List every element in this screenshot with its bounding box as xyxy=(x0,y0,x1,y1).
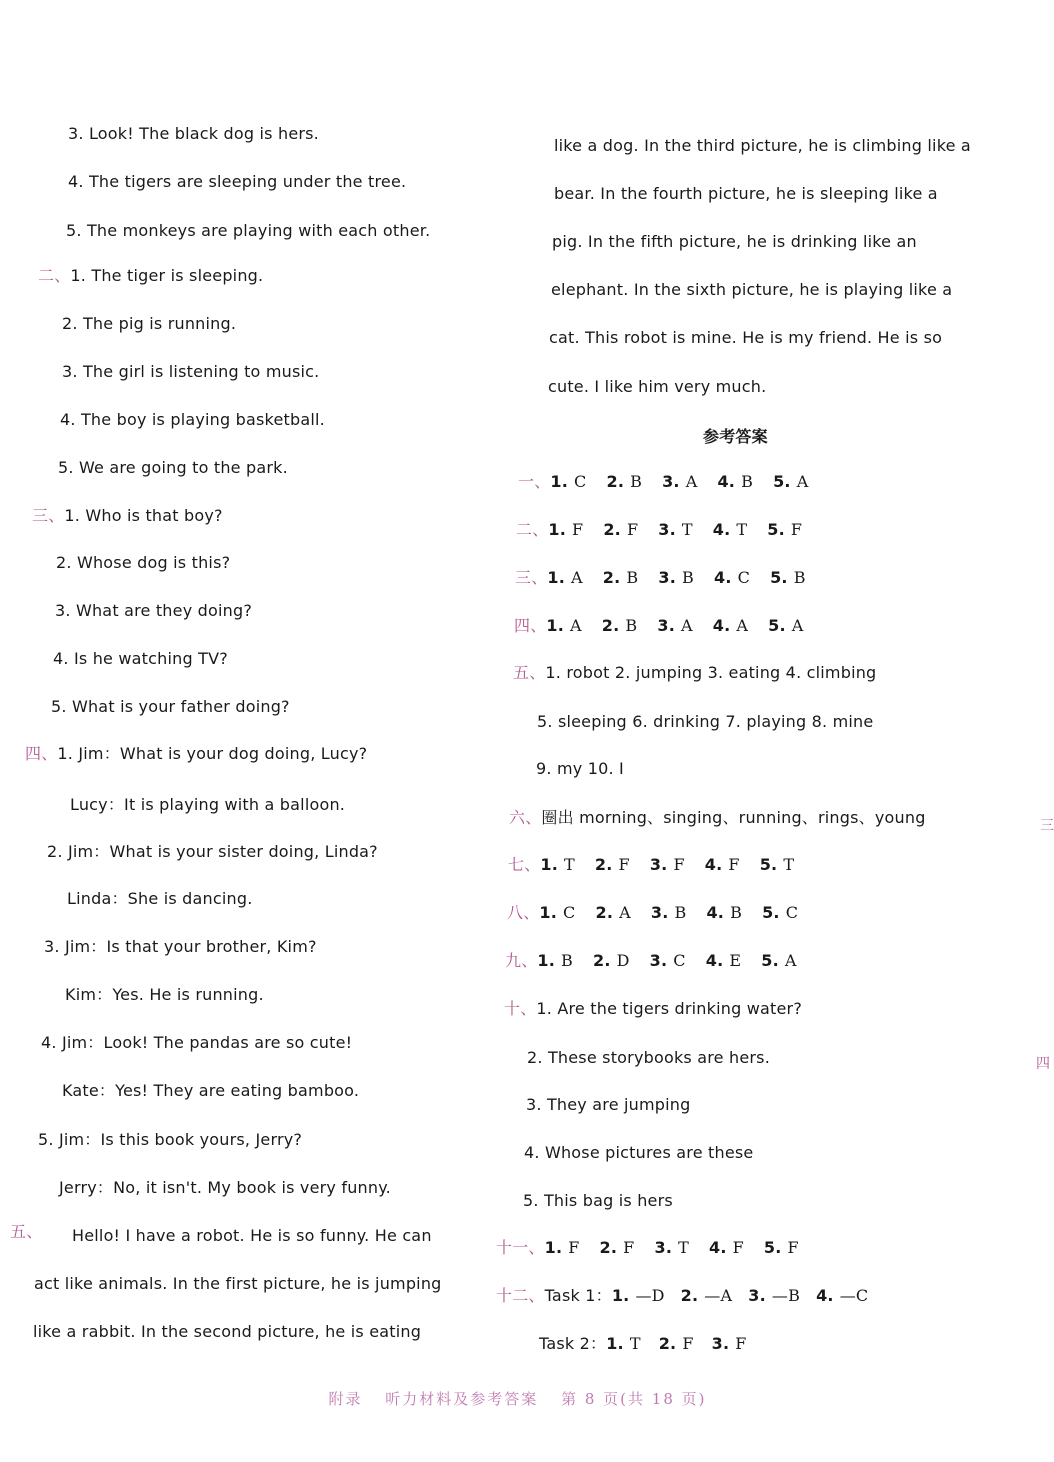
answer-number: 2. xyxy=(601,616,620,635)
answer-number: 3. xyxy=(649,951,668,970)
answer-value: A xyxy=(681,616,693,635)
answer-number: 2. xyxy=(594,855,613,874)
section-marker: 十、 xyxy=(504,999,537,1018)
answer-number: 5. xyxy=(759,855,778,874)
task-label: Task 1： xyxy=(544,1286,612,1305)
answer-value: T xyxy=(629,1334,641,1353)
dialogue-line: 3. Jim：Is that your brother, Kim? xyxy=(44,937,317,956)
answer-row-3 xyxy=(515,568,826,588)
section-2 xyxy=(38,266,263,286)
listening-line: 5. What is your father doing? xyxy=(51,697,290,716)
dialogue-line: Lucy：It is playing with a balloon. xyxy=(70,795,346,814)
section-marker: 十一、 xyxy=(496,1238,545,1257)
dialogue-line: 2. Jim：What is your sister doing, Linda? xyxy=(47,842,378,861)
section-marker: 五、 xyxy=(513,663,546,682)
listening-line: 3. The girl is listening to music. xyxy=(62,362,320,381)
answer-value: F xyxy=(623,1238,635,1257)
answer-value: D xyxy=(616,951,630,970)
answer-value: —D xyxy=(635,1286,665,1305)
listening-line: 5. The monkeys are playing with each other. xyxy=(66,221,431,240)
answer-row-5 xyxy=(513,663,876,683)
answer-value: T xyxy=(564,855,575,874)
answer-value: T xyxy=(783,855,795,874)
answer-number: 3. xyxy=(650,903,669,922)
answer-value: T xyxy=(681,520,693,539)
answer-number: 5. xyxy=(767,520,785,539)
answer-number: 3. xyxy=(658,520,676,539)
answer-value: —C xyxy=(839,1286,869,1305)
section-3 xyxy=(32,506,223,526)
answer-value: A xyxy=(784,951,797,970)
dialogue-line: Jerry：No, it isn't. My book is very funny. xyxy=(59,1178,391,1197)
answer-number: 3. xyxy=(662,472,680,491)
answer-value: F xyxy=(626,520,639,539)
edge-mark: 四 xyxy=(1036,1056,1050,1072)
listening-line: 1. The tiger is sleeping. xyxy=(70,266,264,285)
passage-line: cute. I like him very much. xyxy=(548,377,767,396)
section-marker: 一、 xyxy=(518,472,551,491)
passage-line: Hello! I have a robot. He is so funny. He can xyxy=(72,1226,432,1245)
answer-value: C xyxy=(673,951,686,970)
answer-row-10 xyxy=(504,999,802,1019)
answer-number: 4. xyxy=(713,568,732,587)
answer-number: 4. xyxy=(712,616,731,635)
answer-number: 3. xyxy=(711,1334,730,1353)
answer-value: C xyxy=(785,903,799,922)
answer-row-11 xyxy=(496,1238,819,1258)
dialogue-line: 4. Jim：Look! The pandas are so cute! xyxy=(41,1033,353,1052)
answer-number: 1. xyxy=(548,520,567,539)
answer-value: A xyxy=(570,616,582,635)
section-marker: 七、 xyxy=(508,855,541,874)
answer-value: C xyxy=(563,903,576,922)
answer-words: 1. robot 2. jumping 3. eating 4. climbing xyxy=(545,663,877,682)
answer-value: C xyxy=(574,472,587,491)
answer-row-1 xyxy=(518,472,828,492)
answer-sentence: 2. These storybooks are hers. xyxy=(527,1048,770,1067)
answer-number: 5. xyxy=(762,903,780,922)
answers-title: 参考答案 xyxy=(703,427,768,446)
answer-number: 3. xyxy=(657,616,676,635)
answer-number: 2. xyxy=(680,1286,699,1305)
listening-line: 5. We are going to the park. xyxy=(58,458,288,477)
answer-value: A xyxy=(796,472,809,491)
listening-line: 4. The boy is playing basketball. xyxy=(60,410,325,429)
section-marker: 二、 xyxy=(38,266,71,285)
section-marker: 六、 xyxy=(509,808,542,827)
answer-row-12-task1 xyxy=(496,1286,884,1306)
answer-number: 2. xyxy=(658,1334,677,1353)
answer-value: F xyxy=(572,520,584,539)
answer-number: 1. xyxy=(611,1286,630,1305)
answer-number: 2. xyxy=(593,951,611,970)
footer-appendix: 附录 xyxy=(328,1390,363,1408)
answer-number: 2. xyxy=(599,1238,618,1257)
answer-number: 2. xyxy=(602,568,621,587)
listening-line: 4. The tigers are sleeping under the tree. xyxy=(68,172,407,191)
answer-number: 1. xyxy=(546,616,565,635)
answer-number: 2. xyxy=(603,520,621,539)
answer-number: 4. xyxy=(705,951,724,970)
listening-line: 4. Is he watching TV? xyxy=(53,649,228,668)
answer-number: 2. xyxy=(606,472,625,491)
answer-value: F xyxy=(728,855,740,874)
answer-row-8 xyxy=(507,903,818,923)
answer-sentence: 5. This bag is hers xyxy=(523,1191,673,1210)
answer-number: 4. xyxy=(704,855,723,874)
section-marker: 四、 xyxy=(514,616,547,635)
answer-words: 圈出 morning、singing、running、rings、young xyxy=(541,808,926,827)
answer-number: 1. xyxy=(537,951,556,970)
answer-number: 5. xyxy=(768,616,786,635)
listening-line: 2. Whose dog is this? xyxy=(56,553,231,572)
answer-words: 5. sleeping 6. drinking 7. playing 8. mine xyxy=(537,712,874,731)
section-marker: 二、 xyxy=(516,520,549,539)
answer-row-7 xyxy=(508,855,814,875)
answer-sentence: 4. Whose pictures are these xyxy=(524,1143,754,1162)
answer-number: 1. xyxy=(539,903,558,922)
answer-value: F xyxy=(682,1334,694,1353)
answer-value: E xyxy=(729,951,742,970)
answer-value: A xyxy=(571,568,583,587)
answer-number: 2. xyxy=(595,903,614,922)
answer-number: 4. xyxy=(717,472,736,491)
passage-line: like a rabbit. In the second picture, he is eating xyxy=(33,1322,422,1341)
answer-value: B xyxy=(626,568,639,587)
dialogue-line: Linda：She is dancing. xyxy=(67,889,253,908)
answer-value: T xyxy=(736,520,748,539)
section-4 xyxy=(25,744,367,764)
answer-row-4 xyxy=(514,616,824,636)
answer-number: 4. xyxy=(816,1286,834,1305)
dialogue-line: Kate：Yes! They are eating bamboo. xyxy=(62,1081,360,1100)
section-marker: 三、 xyxy=(515,568,548,587)
answer-value: B xyxy=(561,951,573,970)
answer-value: B xyxy=(741,472,754,491)
listening-line: 3. Look! The black dog is hers. xyxy=(68,124,319,143)
answer-value: F xyxy=(618,855,630,874)
section-marker: 三、 xyxy=(32,506,65,525)
section-marker: 八、 xyxy=(507,903,540,922)
answer-number: 1. xyxy=(540,855,559,874)
answer-value: A xyxy=(736,616,749,635)
answer-value: F xyxy=(568,1238,580,1257)
passage-line: like a dog. In the third picture, he is climbing like a xyxy=(554,136,971,155)
answer-number: 1. xyxy=(544,1238,563,1257)
answer-number: 4. xyxy=(708,1238,727,1257)
answer-value: F xyxy=(787,1238,799,1257)
answer-sentence: 1. Are the tigers drinking water? xyxy=(536,999,803,1018)
answer-value: A xyxy=(619,903,631,922)
answer-value: F xyxy=(673,855,685,874)
answer-number: 1. xyxy=(547,568,566,587)
passage-line: cat. This robot is mine. He is my friend. He is so xyxy=(549,328,943,347)
dialogue-line: 1. Jim：What is your dog doing, Lucy? xyxy=(57,744,368,763)
answer-number: 5. xyxy=(761,951,779,970)
answer-value: F xyxy=(732,1238,744,1257)
answer-value: B xyxy=(793,568,806,587)
answer-number: 1. xyxy=(606,1334,624,1353)
section-marker: 十二、 xyxy=(496,1286,545,1305)
answer-value: B xyxy=(730,903,743,922)
answer-value: B xyxy=(625,616,638,635)
answer-number: 3. xyxy=(748,1286,766,1305)
listening-line: 2. The pig is running. xyxy=(62,314,237,333)
answer-number: 3. xyxy=(658,568,677,587)
section-marker: 九、 xyxy=(505,951,538,970)
answer-value: —B xyxy=(771,1286,801,1305)
answer-number: 4. xyxy=(712,520,731,539)
section-marker: 四、 xyxy=(25,744,58,763)
listening-line: 3. What are they doing? xyxy=(55,601,253,620)
dialogue-line: 5. Jim：Is this book yours, Jerry? xyxy=(38,1130,303,1149)
answer-row-2 xyxy=(516,520,822,540)
edge-mark: 三 xyxy=(1040,818,1054,834)
dialogue-line: Kim：Yes. He is running. xyxy=(65,985,264,1004)
footer-section: 听力材料及参考答案 xyxy=(385,1390,539,1408)
answer-value: F xyxy=(790,520,803,539)
answer-value: A xyxy=(685,472,698,491)
answer-row-12-task2 xyxy=(539,1334,765,1354)
section-marker: 五、 xyxy=(10,1222,43,1241)
passage-line: pig. In the fifth picture, he is drinking like an xyxy=(552,232,917,251)
answer-sentence: 3. They are jumping xyxy=(526,1095,691,1114)
answer-value: F xyxy=(735,1334,747,1353)
answer-row-6 xyxy=(509,808,926,828)
footer-page-number: 第 8 页(共 18 页) xyxy=(561,1390,707,1408)
answer-number: 5. xyxy=(773,472,791,491)
page-footer xyxy=(0,1388,1051,1409)
answer-value: B xyxy=(630,472,643,491)
answer-value: A xyxy=(791,616,804,635)
listening-line: 1. Who is that boy? xyxy=(64,506,223,525)
answer-value: B xyxy=(674,903,687,922)
answer-number: 4. xyxy=(706,903,725,922)
answer-number: 1. xyxy=(550,472,569,491)
answer-value: B xyxy=(682,568,694,587)
answer-number: 3. xyxy=(649,855,668,874)
answer-number: 5. xyxy=(770,568,788,587)
answer-value: T xyxy=(678,1238,689,1257)
answer-value: —A xyxy=(704,1286,733,1305)
task-label: Task 2： xyxy=(539,1334,607,1353)
passage-line: elephant. In the sixth picture, he is playing like a xyxy=(551,280,953,299)
answer-words: 9. my 10. I xyxy=(536,759,624,778)
passage-line: bear. In the fourth picture, he is sleeping like a xyxy=(554,184,938,203)
answer-value: C xyxy=(737,568,751,587)
answer-number: 5. xyxy=(763,1238,782,1257)
passage-line: act like animals. In the first picture, he is jumping xyxy=(34,1274,442,1293)
answer-row-9 xyxy=(505,951,817,971)
answer-number: 3. xyxy=(654,1238,673,1257)
